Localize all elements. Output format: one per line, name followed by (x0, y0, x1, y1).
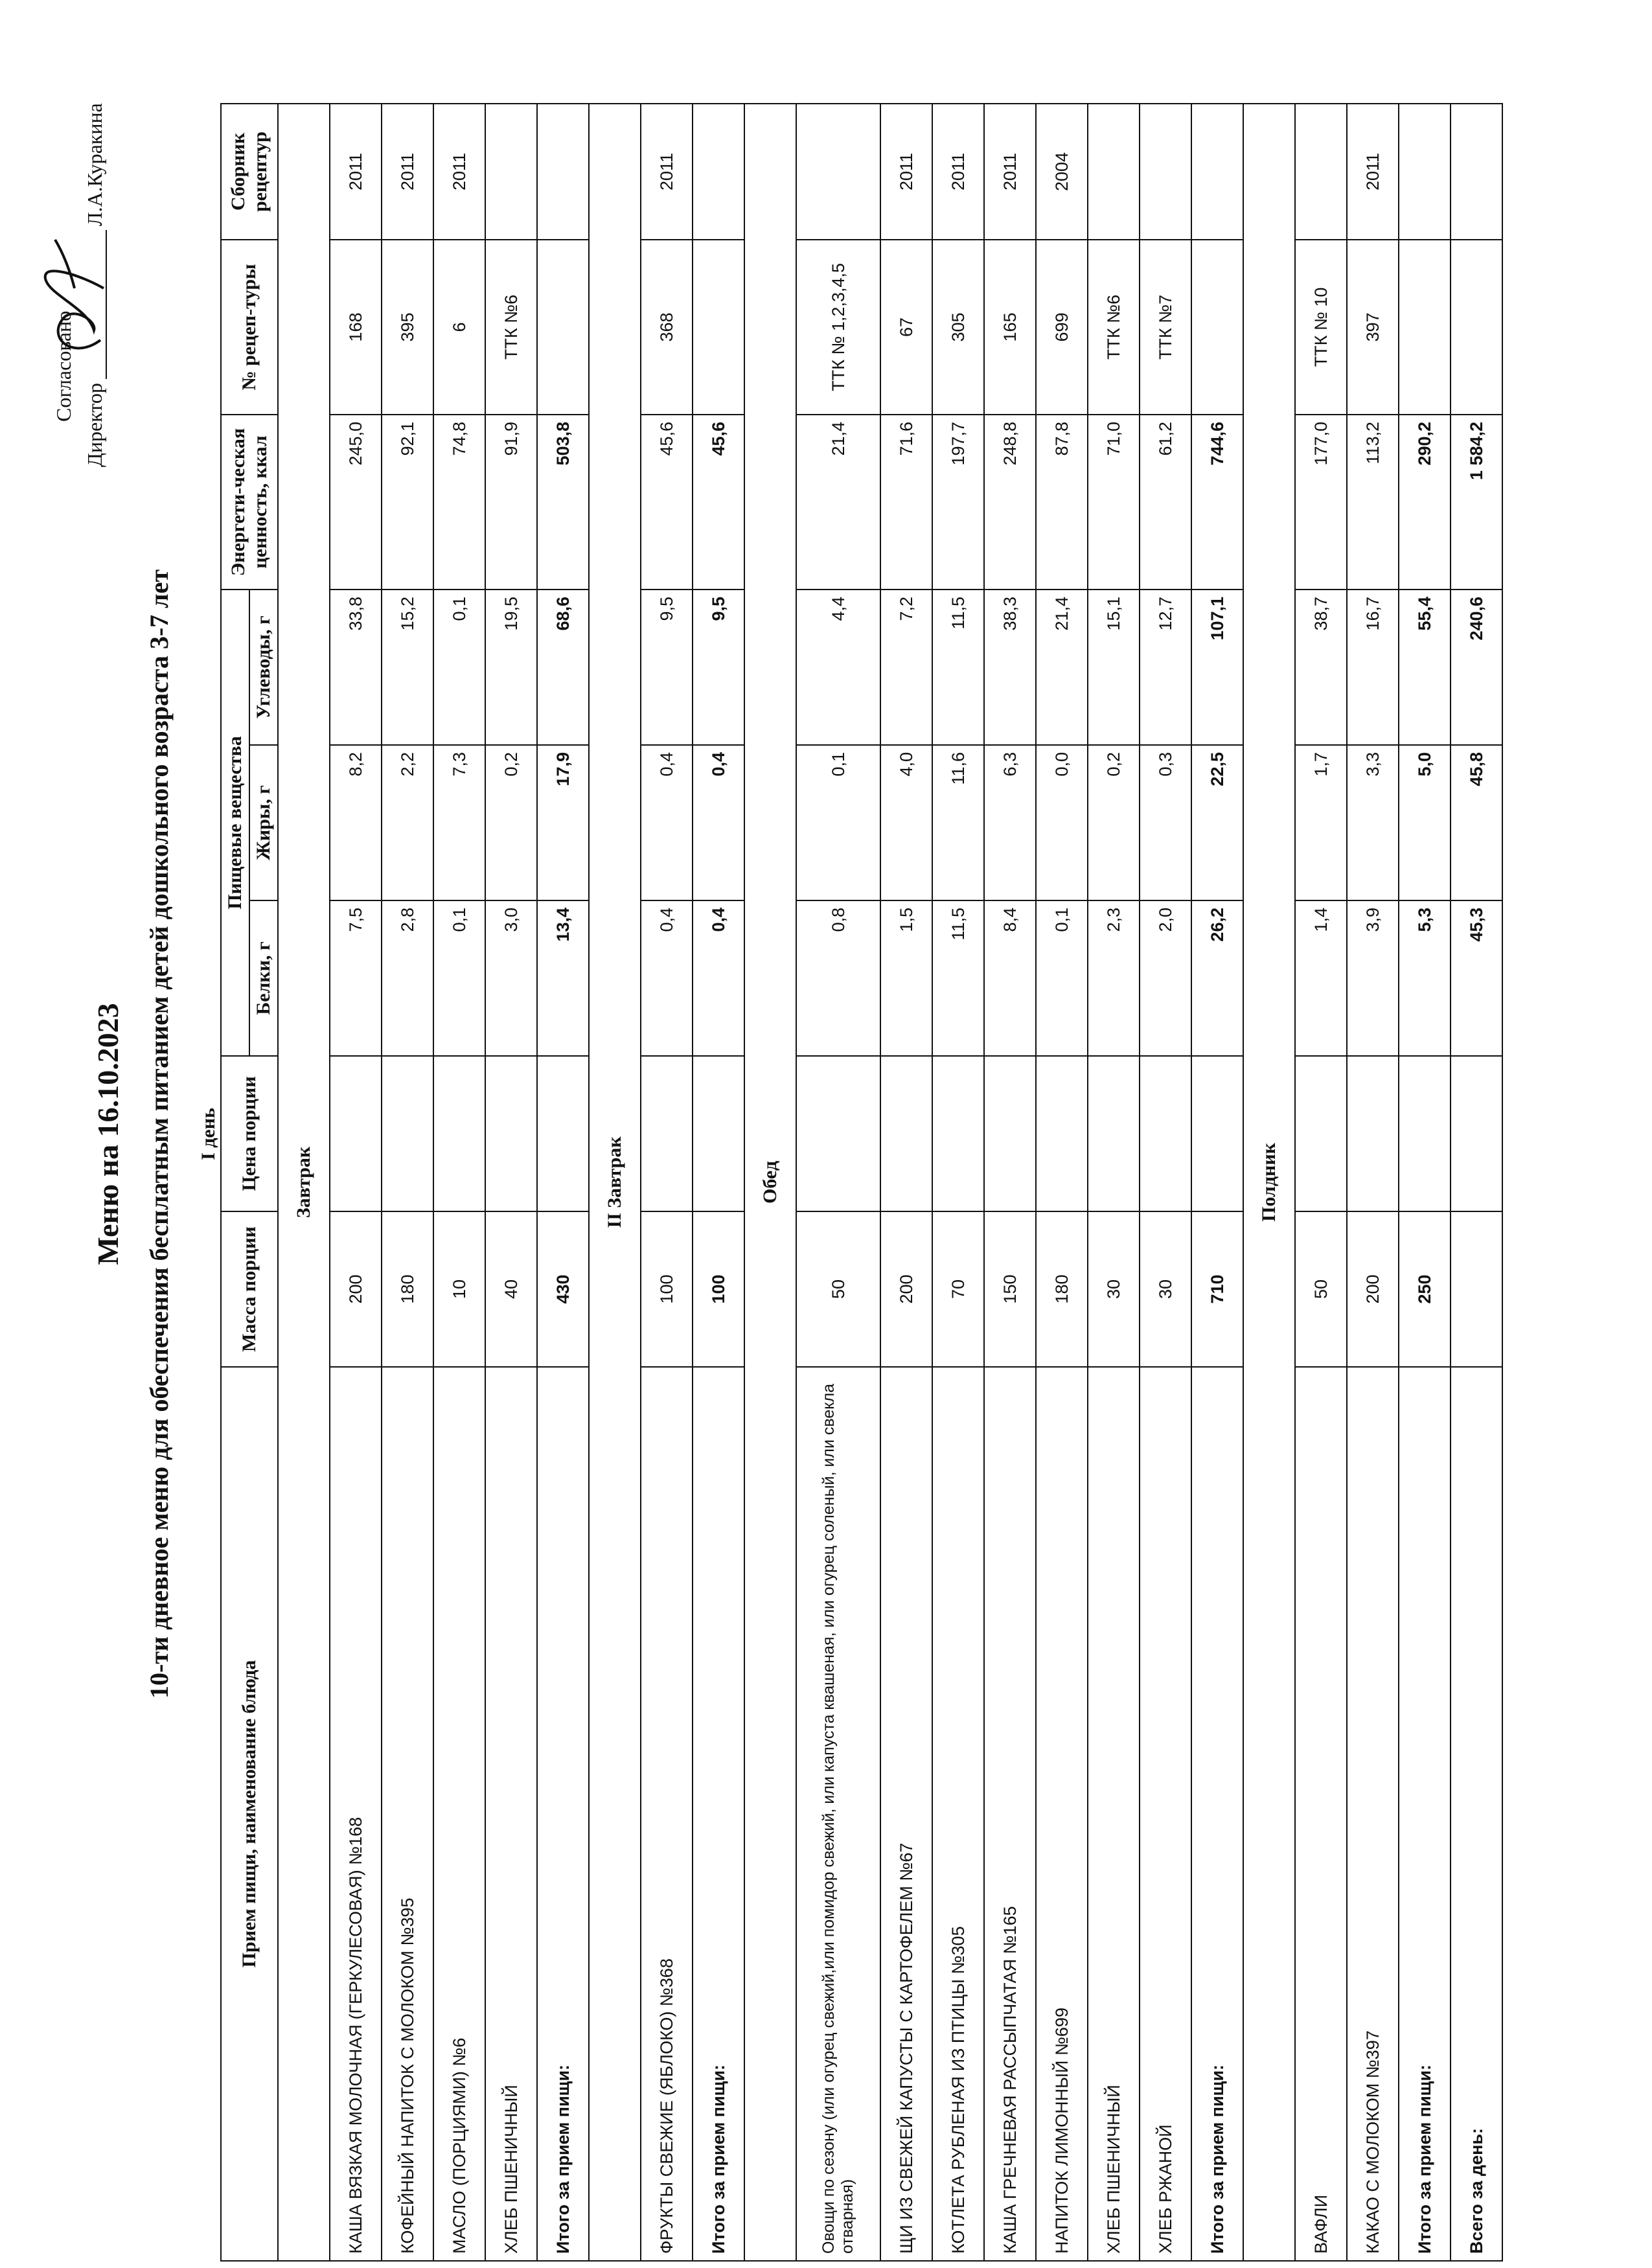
cell-carbs: 38,3 (984, 590, 1036, 745)
total-price (1399, 1056, 1451, 1211)
menu-table (220, 103, 1503, 2262)
cell-recipe: ТТК № 1,2,3,4,5 (796, 240, 880, 415)
cell-protein: 0,4 (641, 900, 693, 1056)
day-total-mass (1451, 1211, 1502, 1367)
total-energy: 744,6 (1191, 415, 1243, 590)
cell-collection: 2011 (330, 104, 382, 240)
cell-fat: 11,6 (932, 745, 984, 900)
cell-collection (485, 104, 537, 240)
cell-energy: 71,0 (1088, 415, 1140, 590)
cell-collection: 2011 (1347, 104, 1399, 240)
total-mass: 430 (537, 1211, 589, 1367)
cell-fat: 0,0 (1036, 745, 1088, 900)
cell-mass: 10 (433, 1211, 485, 1367)
total-energy: 503,8 (537, 415, 589, 590)
total-carbs: 68,6 (537, 590, 589, 745)
table-row (382, 104, 433, 2261)
total-carbs: 107,1 (1191, 590, 1243, 745)
table-row (1295, 104, 1347, 2261)
total-price (1191, 1056, 1243, 1211)
table-row (1036, 104, 1088, 2261)
cell-collection: 2004 (1036, 104, 1088, 240)
cell-energy: 91,9 (485, 415, 537, 590)
cell-collection (1140, 104, 1191, 240)
cell-price (1295, 1056, 1347, 1211)
cell-mass: 200 (880, 1211, 932, 1367)
total-recipe (693, 240, 744, 415)
total-recipe (1399, 240, 1451, 415)
cell-fat: 6,3 (984, 745, 1036, 900)
cell-dish: ХЛЕБ ПШЕНИЧНЫЙ (485, 1367, 537, 2261)
section-row (744, 104, 796, 2261)
col-fat-header: Жиры, г (249, 745, 278, 900)
cell-fat: 0,1 (796, 745, 880, 900)
cell-price (932, 1056, 984, 1211)
cell-carbs: 19,5 (485, 590, 537, 745)
cell-recipe: ТТК №6 (485, 240, 537, 415)
cell-protein: 8,4 (984, 900, 1036, 1056)
table-row (641, 104, 693, 2261)
table-row (932, 104, 984, 2261)
cell-price (1347, 1056, 1399, 1211)
total-carbs: 9,5 (693, 590, 744, 745)
section-title: Завтрак (278, 104, 330, 2261)
section-row (589, 104, 641, 2261)
cell-price (796, 1056, 880, 1211)
cell-protein: 11,5 (932, 900, 984, 1056)
table-row (796, 104, 880, 2261)
cell-dish: Овощи по сезону (или огурец свежий,или помидор свежий, или капуста квашеная, или огурец соленый, или свекла отварная) (796, 1367, 880, 2261)
document-subtitle: 10-ти дневное меню для обеспечения бесплатным питанием детей дошкольного возраста 3-7 лет (144, 569, 174, 1699)
day-total-energy: 1 584,2 (1451, 415, 1502, 590)
cell-carbs: 15,1 (1088, 590, 1140, 745)
approval-label: Согласовано (52, 310, 75, 422)
total-mass: 710 (1191, 1211, 1243, 1367)
section-title: Обед (744, 104, 796, 2261)
table-row (1140, 104, 1191, 2261)
cell-collection: 2011 (641, 104, 693, 240)
cell-energy: 248,8 (984, 415, 1036, 590)
total-label: Итого за прием пищи: (1399, 1367, 1451, 2261)
day-total-carbs: 240,6 (1451, 590, 1502, 745)
cell-recipe: ТТК №7 (1140, 240, 1191, 415)
cell-carbs: 15,2 (382, 590, 433, 745)
total-row (1191, 104, 1243, 2261)
day-total-fat: 45,8 (1451, 745, 1502, 900)
cell-fat: 7,3 (433, 745, 485, 900)
col-carbs-header: Углеводы, г (249, 590, 278, 745)
day-total-label: Всего за день: (1451, 1367, 1502, 2261)
table-row (880, 104, 932, 2261)
cell-fat: 0,4 (641, 745, 693, 900)
cell-mass: 50 (1295, 1211, 1347, 1367)
day-total-price (1451, 1056, 1502, 1211)
total-label: Итого за прием пищи: (693, 1367, 744, 2261)
cell-fat: 4,0 (880, 745, 932, 900)
cell-dish: КАША ВЯЗКАЯ МОЛОЧНАЯ (ГЕРКУЛЕСОВАЯ) №168 (330, 1367, 382, 2261)
cell-dish: ВАФЛИ (1295, 1367, 1347, 2261)
cell-protein: 1,5 (880, 900, 932, 1056)
cell-collection: 2011 (932, 104, 984, 240)
table-row (485, 104, 537, 2261)
col-energy-header: Энергети-ческая ценность, ккал (221, 415, 278, 590)
cell-energy: 71,6 (880, 415, 932, 590)
total-carbs: 55,4 (1399, 590, 1451, 745)
total-mass: 250 (1399, 1211, 1451, 1367)
cell-price (1140, 1056, 1191, 1211)
total-collection (693, 104, 744, 240)
total-mass: 100 (693, 1211, 744, 1367)
section-title: II Завтрак (589, 104, 641, 2261)
cell-mass: 30 (1088, 1211, 1140, 1367)
cell-collection: 2011 (382, 104, 433, 240)
cell-price (880, 1056, 932, 1211)
cell-price (1036, 1056, 1088, 1211)
day-total-collection (1451, 104, 1502, 240)
cell-recipe: 165 (984, 240, 1036, 415)
cell-dish: КОТЛЕТА РУБЛЕНАЯ ИЗ ПТИЦЫ №305 (932, 1367, 984, 2261)
cell-fat: 0,2 (485, 745, 537, 900)
cell-carbs: 21,4 (1036, 590, 1088, 745)
day-total-row (1451, 104, 1502, 2261)
cell-protein: 3,0 (485, 900, 537, 1056)
total-collection (1191, 104, 1243, 240)
table-row (330, 104, 382, 2261)
cell-mass: 40 (485, 1211, 537, 1367)
cell-recipe: 397 (1347, 240, 1399, 415)
cell-recipe: 6 (433, 240, 485, 415)
cell-price (641, 1056, 693, 1211)
cell-collection: 2011 (984, 104, 1036, 240)
cell-recipe: 168 (330, 240, 382, 415)
table-row (1088, 104, 1140, 2261)
cell-energy: 245,0 (330, 415, 382, 590)
cell-fat: 3,3 (1347, 745, 1399, 900)
total-label: Итого за прием пищи: (1191, 1367, 1243, 2261)
cell-dish: ХЛЕБ ПШЕНИЧНЫЙ (1088, 1367, 1140, 2261)
section-title: Полдник (1243, 104, 1295, 2261)
col-price-header: Цена порции (221, 1056, 278, 1211)
cell-mass: 50 (796, 1211, 880, 1367)
cell-fat: 0,3 (1140, 745, 1191, 900)
col-nutrients-header: Пищевые вещества (221, 590, 249, 1056)
cell-energy: 74,8 (433, 415, 485, 590)
col-collection-header: Сборник рецептур (221, 104, 278, 240)
cell-recipe: 368 (641, 240, 693, 415)
director-line (83, 65, 114, 467)
table-row (1347, 104, 1399, 2261)
day-label: I день (198, 1108, 219, 1160)
header-row-1 (221, 104, 249, 2261)
cell-fat: 1,7 (1295, 745, 1347, 900)
total-row (1399, 104, 1451, 2261)
cell-energy: 21,4 (796, 415, 880, 590)
cell-dish: МАСЛО (ПОРЦИЯМИ) №6 (433, 1367, 485, 2261)
cell-dish: НАПИТОК ЛИМОННЫЙ №699 (1036, 1367, 1088, 2261)
cell-carbs: 12,7 (1140, 590, 1191, 745)
cell-carbs: 9,5 (641, 590, 693, 745)
col-dish-header: Прием пищи, наименование блюда (221, 1367, 278, 2261)
cell-energy: 197,7 (932, 415, 984, 590)
cell-carbs: 33,8 (330, 590, 382, 745)
total-collection (1399, 104, 1451, 240)
total-protein: 26,2 (1191, 900, 1243, 1056)
total-row (693, 104, 744, 2261)
cell-energy: 92,1 (382, 415, 433, 590)
cell-mass: 200 (1347, 1211, 1399, 1367)
cell-protein: 7,5 (330, 900, 382, 1056)
cell-recipe: 305 (932, 240, 984, 415)
total-price (693, 1056, 744, 1211)
signature-icon (36, 236, 120, 366)
cell-protein: 2,3 (1088, 900, 1140, 1056)
total-fat: 0,4 (693, 745, 744, 900)
cell-price (382, 1056, 433, 1211)
cell-fat: 8,2 (330, 745, 382, 900)
total-energy: 45,6 (693, 415, 744, 590)
cell-collection (796, 104, 880, 240)
section-row (1243, 104, 1295, 2261)
cell-protein: 0,1 (1036, 900, 1088, 1056)
table-row (984, 104, 1036, 2261)
cell-protein: 2,0 (1140, 900, 1191, 1056)
cell-price (984, 1056, 1036, 1211)
total-price (537, 1056, 589, 1211)
col-recipe-header: № рецеп-туры (221, 240, 278, 415)
total-fat: 22,5 (1191, 745, 1243, 900)
cell-dish: КАША ГРЕЧНЕВАЯ РАССЫПЧАТАЯ №165 (984, 1367, 1036, 2261)
director-label: Директор (83, 383, 106, 467)
cell-price (433, 1056, 485, 1211)
cell-dish: КОФЕЙНЫЙ НАПИТОК С МОЛОКОМ №395 (382, 1367, 433, 2261)
cell-energy: 87,8 (1036, 415, 1088, 590)
cell-carbs: 7,2 (880, 590, 932, 745)
cell-carbs: 0,1 (433, 590, 485, 745)
total-recipe (1191, 240, 1243, 415)
cell-price (330, 1056, 382, 1211)
cell-energy: 177,0 (1295, 415, 1347, 590)
cell-collection (1088, 104, 1140, 240)
section-row (278, 104, 330, 2261)
total-protein: 0,4 (693, 900, 744, 1056)
cell-mass: 100 (641, 1211, 693, 1367)
cell-collection: 2011 (433, 104, 485, 240)
cell-protein: 1,4 (1295, 900, 1347, 1056)
document-title: Меню на 16.10.2023 (91, 1003, 124, 1265)
day-total-recipe (1451, 240, 1502, 415)
cell-carbs: 16,7 (1347, 590, 1399, 745)
total-protein: 13,4 (537, 900, 589, 1056)
cell-energy: 61,2 (1140, 415, 1191, 590)
total-fat: 17,9 (537, 745, 589, 900)
cell-fat: 2,2 (382, 745, 433, 900)
cell-recipe: ТТК № 10 (1295, 240, 1347, 415)
cell-collection: 2011 (880, 104, 932, 240)
director-name: Л.А.Куракина (83, 103, 106, 227)
cell-energy: 113,2 (1347, 415, 1399, 590)
signature-line (87, 230, 107, 379)
total-energy: 290,2 (1399, 415, 1451, 590)
total-protein: 5,3 (1399, 900, 1451, 1056)
col-protein-header: Белки, г (249, 900, 278, 1056)
cell-recipe: 395 (382, 240, 433, 415)
table-row (433, 104, 485, 2261)
cell-collection (1295, 104, 1347, 240)
cell-carbs: 4,4 (796, 590, 880, 745)
total-label: Итого за прием пищи: (537, 1367, 589, 2261)
cell-dish: ХЛЕБ РЖАНОЙ (1140, 1367, 1191, 2261)
cell-protein: 3,9 (1347, 900, 1399, 1056)
cell-mass: 200 (330, 1211, 382, 1367)
cell-energy: 45,6 (641, 415, 693, 590)
cell-price (1088, 1056, 1140, 1211)
cell-mass: 180 (382, 1211, 433, 1367)
cell-dish: КАКАО С МОЛОКОМ №397 (1347, 1367, 1399, 2261)
col-mass-header: Масса порции (221, 1211, 278, 1367)
total-row (537, 104, 589, 2261)
total-collection (537, 104, 589, 240)
cell-protein: 0,8 (796, 900, 880, 1056)
cell-dish: ЩИ ИЗ СВЕЖЕЙ КАПУСТЫ С КАРТОФЕЛЕМ №67 (880, 1367, 932, 2261)
cell-price (485, 1056, 537, 1211)
cell-mass: 70 (932, 1211, 984, 1367)
cell-mass: 150 (984, 1211, 1036, 1367)
cell-recipe: 67 (880, 240, 932, 415)
cell-dish: ФРУКТЫ СВЕЖИЕ (ЯБЛОКО) №368 (641, 1367, 693, 2261)
cell-mass: 180 (1036, 1211, 1088, 1367)
cell-carbs: 11,5 (932, 590, 984, 745)
cell-protein: 0,1 (433, 900, 485, 1056)
total-recipe (537, 240, 589, 415)
cell-recipe: ТТК №6 (1088, 240, 1140, 415)
cell-fat: 0,2 (1088, 745, 1140, 900)
day-total-protein: 45,3 (1451, 900, 1502, 1056)
cell-carbs: 38,7 (1295, 590, 1347, 745)
cell-protein: 2,8 (382, 900, 433, 1056)
cell-recipe: 699 (1036, 240, 1088, 415)
cell-mass: 30 (1140, 1211, 1191, 1367)
total-fat: 5,0 (1399, 745, 1451, 900)
approval-block (52, 65, 114, 467)
